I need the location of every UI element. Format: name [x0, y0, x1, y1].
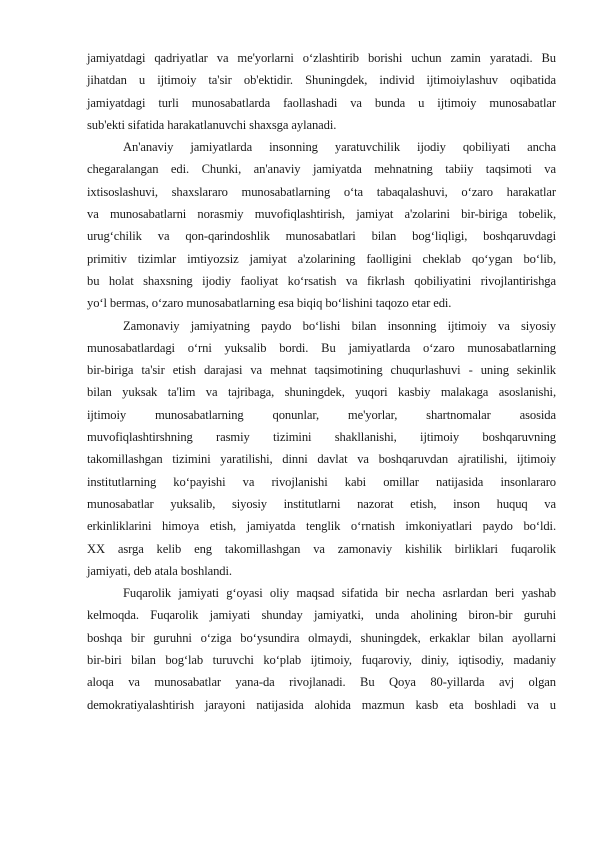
text-line: Fuqarolik jamiyati g‘oyasi oliy maqsad sifatida bir necha asrlardan beri yashab	[123, 586, 556, 601]
text-line: muvofiqlashtirshning rasmiy tizimini shakllanishi, ijtimoiy boshqaruvning	[87, 430, 556, 445]
text-line: ijtimoiy munosabatlarning qonunlar, me'yorlar, shartnomalar asosida	[87, 407, 556, 422]
text-line: munosabatlar yuksalib, siyosiy institutlarni nazorat etish, inson huquq va	[87, 496, 556, 511]
text-line: yo‘l bermas, o‘zaro munosabatlarning esa biqiq bo‘lishini taqozo etar edi.	[87, 296, 452, 311]
text-line: bir-biriga ta'sir etish darajasi va mehnat taqsimotining chuqurlashuvi - uning sekinlik	[87, 363, 556, 378]
text-line: va munosabatlarni norasmiy muvofiqlashtirish, jamiyat a'zolarini bir-biriga tobelik,	[87, 207, 556, 222]
body-text	[87, 47, 556, 716]
text-line: chegaralangan edi. Chunki, an'anaviy jamiyatda mehnatning tabiiy taqsimoti va	[87, 162, 556, 177]
text-line: jamiyati, deb atala boshlandi.	[87, 563, 232, 578]
text-line: XX asrga kelib eng takomillashgan va zamonaviy kishilik birliklari fuqarolik	[87, 541, 556, 556]
text-line: jamiyatdagi turli munosabatlarda faollashadi va bunda u ijtimoiy munosabatlar	[87, 95, 556, 110]
text-line: primitiv tizimlar imtiyozsiz jamiyat a'zolarining faolligini cheklab qo‘ygan bo‘lib,	[87, 251, 556, 266]
text-line: bir-biri bilan bog‘lab turuvchi ko‘plab ijtimoiy, fuqaroviy, diniy, iqtisodiy, madaniy	[87, 653, 556, 668]
text-line: jihatdan u ijtimoiy ta'sir ob'ektidir. Shuningdek, individ ijtimoiylashuv oqibatida	[87, 73, 556, 88]
text-line: ixtisoslashuvi, shaxslararo munosabatlarning o‘ta tabaqalashuvi, o‘zaro harakatlar	[87, 184, 556, 199]
text-line: sub'ekti sifatida harakatlanuvchi shaxsga aylanadi.	[87, 117, 337, 132]
text-line: urug‘chilik va qon-qarindoshlik munosabatlari bilan bog‘liqligi, boshqaruvdagi	[87, 229, 556, 244]
paragraph-2	[87, 136, 556, 314]
paragraph-3	[87, 315, 556, 583]
text-line: demokratiyalashtirish jarayoni natijasida alohida mazmun kasb eta boshladi va u	[87, 697, 556, 712]
text-line: bu holat shaxsning ijodiy faoliyat ko‘rsatish va fikrlash qobiliyatini rivojlantirishga	[87, 273, 556, 288]
text-line: kelmoqda. Fuqarolik jamiyati shunday jamiyatki, unda aholining biron-bir guruhi	[87, 608, 556, 623]
text-line: jamiyatdagi qadriyatlar va me'yorlarni o‘zlashtirib borishi uchun zamin yaratadi. Bu	[87, 51, 556, 65]
text-line: An'anaviy jamiyatlarda insonning yaratuvchilik ijodiy qobiliyati ancha	[123, 140, 556, 155]
paragraph-1	[87, 47, 556, 136]
text-line: takomillashgan tizimini yaratilishi, dinni davlat va boshqaruvdan ajratilishi, ijtimoiy	[87, 452, 556, 467]
text-line: boshqa bir guruhni o‘ziga bo‘ysundira olmaydi, shuningdek, erkaklar bilan ayollarni	[87, 630, 556, 645]
text-line: Zamonaviy jamiyatning paydo bo‘lishi bilan insonning ijtimoiy va siyosiy	[123, 318, 556, 333]
paragraph-4	[87, 582, 556, 716]
text-line: institutlarning ko‘payishi va rivojlanishi kabi omillar natijasida insonlararo	[87, 474, 556, 489]
text-line: aloqa va munosabatlar yana-da rivojlanadi. Bu Qoya 80-yillarda avj olgan	[87, 675, 556, 690]
text-line: munosabatlardagi o‘rni yuksalib bordi. Bu jamiyatlarda o‘zaro munosabatlarning	[87, 340, 556, 355]
text-line: bilan yuksak ta'lim va tajribaga, shuningdek, yuqori kasbiy malakaga asoslanishi,	[87, 385, 556, 400]
text-line: erkinliklarini himoya etish, jamiyatda tenglik o‘rnatish imkoniyatlari paydo bo‘ldi.	[87, 519, 556, 534]
